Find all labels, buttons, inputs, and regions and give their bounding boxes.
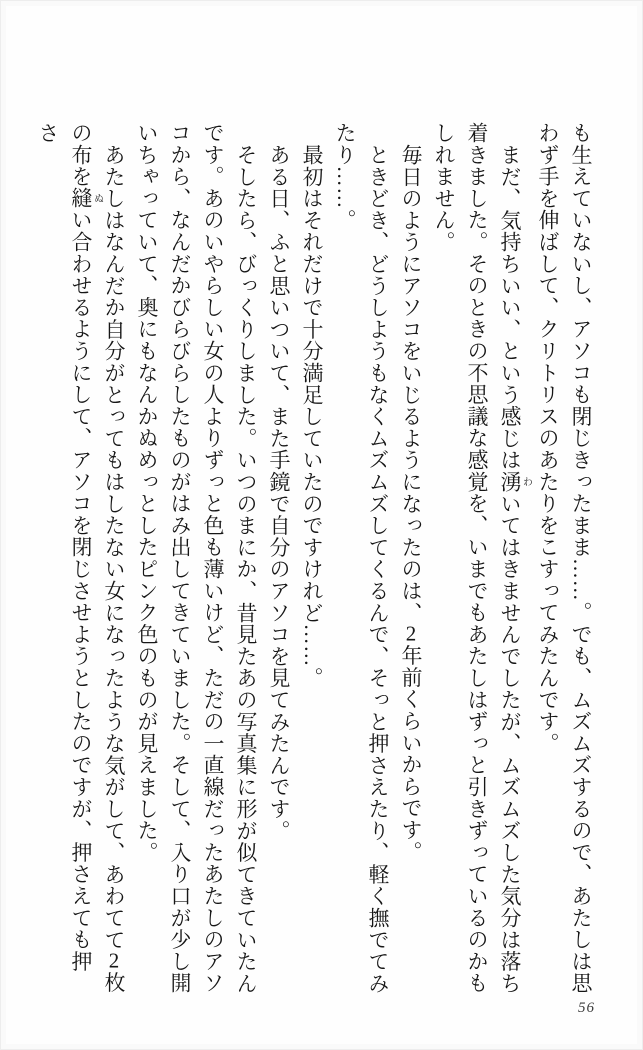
upright-digit: 2: [108, 950, 120, 972]
paragraph: も生えていないし、アソコも閉じきったまま……。でも、ムズムズするので、あたしは思わず手を伸ばして、クリトリスのあたりをこすってみたんです。: [536, 122, 593, 994]
vertical-text-block: [31, 122, 597, 994]
paragraph: ときどき、どうしようもなくムズムズしてくるんで、そっと押さえたり、軽く撫でてみたり……。: [333, 122, 390, 994]
upright-digit: 2: [405, 623, 417, 645]
page-number: 56: [578, 1000, 595, 1016]
paragraph: 毎日のようにアソコをいじるようになったのは、2年前くらいからです。: [399, 143, 423, 863]
paragraph: ある日、ふと思いついて、また手鏡で自分のアソコを見てみたんです。: [267, 143, 291, 842]
furigana-ruby: 湧わ: [498, 470, 532, 493]
paragraph: 最初はそれだけで十分満足していたのですけれど……。: [300, 143, 324, 689]
paragraph: あたしはなんだか自分がとってもはしたない女になったような気がして、あわてて2枚の布を縫ぬい合わせるようにして、アソコを閉じさせようとしたのですが、押さえても押さ: [36, 122, 126, 994]
furigana-ruby: 縫ぬ: [69, 187, 103, 210]
paragraph: そしたら、びっくりしました。いつのまにか、昔見たあの写真集に形が似てきていたんです。あのいやらしい女の人よりずっと色も薄いけど、ただの一直線だったあたしのアソコから、なんだかびらびらしたものがはみ出してきていました。そして、入り口が少し開いちゃっていて、奥にもなんかぬめっとしたピンク色のものが見えました。: [135, 122, 258, 994]
paragraph: まだ、気持ちいい、という感じは湧わいてはきませんでしたが、ムズムズした気分は落ち着きました。そのときの不思議な感覚を、いまでもあたしはずっと引きずっているのかもしれません。: [432, 122, 532, 995]
